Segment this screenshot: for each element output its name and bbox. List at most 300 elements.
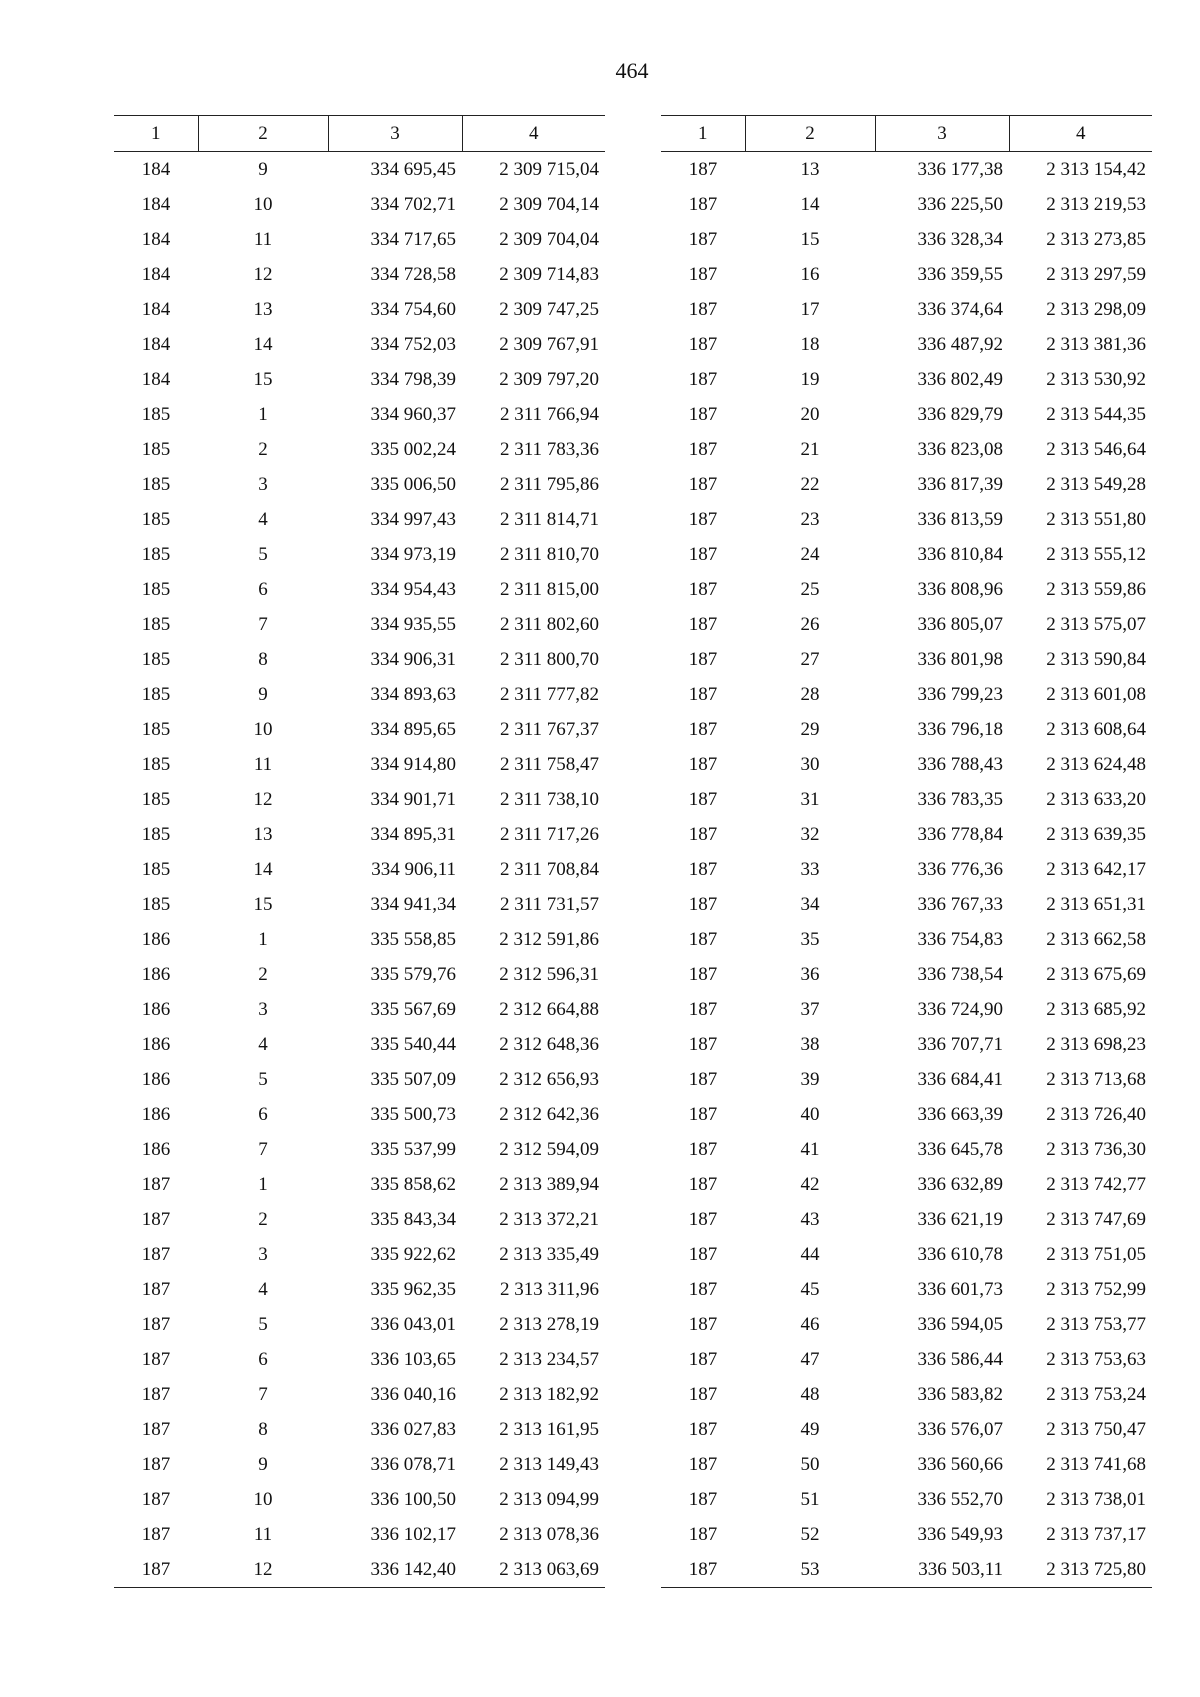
table-row — [114, 1062, 605, 1097]
point-number-cell: 13 — [253, 298, 273, 320]
plot-number-cell: 186 — [141, 1068, 171, 1090]
x-coordinate-cell: 334 901,71 — [370, 788, 456, 810]
plot-number-cell: 186 — [141, 998, 171, 1020]
y-coordinate-cell: 2 309 704,04 — [499, 228, 599, 250]
y-coordinate-cell: 2 313 753,24 — [1046, 1383, 1146, 1405]
table-row — [114, 887, 605, 922]
x-coordinate-cell: 336 754,83 — [917, 928, 1003, 950]
x-coordinate-cell: 336 027,83 — [370, 1418, 456, 1440]
table-body — [114, 152, 605, 1588]
table-row — [661, 572, 1152, 607]
y-coordinate-cell: 2 313 737,17 — [1046, 1523, 1146, 1545]
table-row — [661, 607, 1152, 642]
plot-number-cell: 187 — [141, 1523, 171, 1545]
plot-number-cell: 187 — [688, 1313, 718, 1335]
x-coordinate-cell: 336 177,38 — [917, 158, 1003, 180]
point-number-cell: 27 — [800, 648, 820, 670]
y-coordinate-cell: 2 311 717,26 — [499, 823, 599, 845]
point-number-cell: 45 — [800, 1278, 820, 1300]
y-coordinate-cell: 2 313 551,80 — [1046, 508, 1146, 530]
x-coordinate-cell: 334 954,43 — [370, 578, 456, 600]
x-coordinate-cell: 336 707,71 — [917, 1033, 1003, 1055]
table-row — [114, 1482, 605, 1517]
point-number-cell: 2 — [258, 438, 268, 460]
plot-number-cell: 187 — [141, 1348, 171, 1370]
x-coordinate-cell: 334 702,71 — [370, 193, 456, 215]
column-header: 2 — [198, 116, 328, 152]
y-coordinate-cell: 2 311 814,71 — [499, 508, 599, 530]
x-coordinate-cell: 336 560,66 — [917, 1453, 1003, 1475]
point-number-cell: 10 — [253, 193, 273, 215]
plot-number-cell: 185 — [141, 403, 171, 425]
table-row — [661, 502, 1152, 537]
plot-number-cell: 187 — [688, 1418, 718, 1440]
x-coordinate-cell: 334 906,11 — [371, 858, 456, 880]
column-header: 2 — [745, 116, 875, 152]
plot-number-cell: 187 — [688, 228, 718, 250]
y-coordinate-cell: 2 313 154,42 — [1046, 158, 1146, 180]
point-number-cell: 26 — [800, 613, 820, 635]
table-row — [114, 1517, 605, 1552]
point-number-cell: 4 — [258, 1278, 268, 1300]
plot-number-cell: 185 — [141, 823, 171, 845]
y-coordinate-cell: 2 313 713,68 — [1046, 1068, 1146, 1090]
x-coordinate-cell: 336 813,59 — [917, 508, 1003, 530]
plot-number-cell: 187 — [688, 333, 718, 355]
plot-number-cell: 184 — [141, 298, 171, 320]
y-coordinate-cell: 2 311 777,82 — [499, 683, 599, 705]
y-coordinate-cell: 2 313 685,92 — [1046, 998, 1146, 1020]
plot-number-cell: 185 — [141, 473, 171, 495]
plot-number-cell: 186 — [141, 1103, 171, 1125]
table-row — [661, 747, 1152, 782]
plot-number-cell: 187 — [141, 1243, 171, 1265]
table-row — [114, 152, 605, 188]
plot-number-cell: 185 — [141, 578, 171, 600]
y-coordinate-cell: 2 309 747,25 — [499, 298, 599, 320]
table-row — [114, 467, 605, 502]
table-row — [114, 257, 605, 292]
table-row — [661, 292, 1152, 327]
y-coordinate-cell: 2 312 664,88 — [499, 998, 599, 1020]
plot-number-cell: 187 — [688, 1523, 718, 1545]
y-coordinate-cell: 2 313 751,05 — [1046, 1243, 1146, 1265]
point-number-cell: 4 — [258, 508, 268, 530]
plot-number-cell: 187 — [688, 1208, 718, 1230]
plot-number-cell: 187 — [688, 1383, 718, 1405]
point-number-cell: 8 — [258, 1418, 268, 1440]
x-coordinate-cell: 336 724,90 — [917, 998, 1003, 1020]
y-coordinate-cell: 2 313 219,53 — [1046, 193, 1146, 215]
table-row — [661, 1097, 1152, 1132]
point-number-cell: 15 — [800, 228, 820, 250]
point-number-cell: 30 — [800, 753, 820, 775]
y-coordinate-cell: 2 309 797,20 — [499, 368, 599, 390]
table-row — [661, 1237, 1152, 1272]
column-header: 1 — [661, 116, 745, 152]
y-coordinate-cell: 2 312 591,86 — [499, 928, 599, 950]
point-number-cell: 17 — [800, 298, 820, 320]
plot-number-cell: 187 — [141, 1313, 171, 1335]
table-row — [114, 397, 605, 432]
point-number-cell: 6 — [258, 578, 268, 600]
table-row — [661, 1027, 1152, 1062]
point-number-cell: 3 — [258, 473, 268, 495]
plot-number-cell: 187 — [688, 263, 718, 285]
x-coordinate-cell: 336 796,18 — [917, 718, 1003, 740]
x-coordinate-cell: 336 359,55 — [917, 263, 1003, 285]
point-number-cell: 39 — [800, 1068, 820, 1090]
plot-number-cell: 187 — [688, 613, 718, 635]
x-coordinate-cell: 336 829,79 — [917, 403, 1003, 425]
point-number-cell: 13 — [800, 158, 820, 180]
plot-number-cell: 187 — [688, 1103, 718, 1125]
plot-number-cell: 187 — [688, 193, 718, 215]
plot-number-cell: 187 — [688, 788, 718, 810]
table-row — [114, 782, 605, 817]
y-coordinate-cell: 2 313 372,21 — [499, 1208, 599, 1230]
x-coordinate-cell: 336 552,70 — [917, 1488, 1003, 1510]
table-row — [114, 432, 605, 467]
table-row — [114, 922, 605, 957]
table-row — [114, 677, 605, 712]
point-number-cell: 51 — [800, 1488, 820, 1510]
point-number-cell: 3 — [258, 1243, 268, 1265]
y-coordinate-cell: 2 311 758,47 — [499, 753, 599, 775]
plot-number-cell: 184 — [141, 368, 171, 390]
x-coordinate-cell: 334 893,63 — [370, 683, 456, 705]
plot-number-cell: 186 — [141, 963, 171, 985]
x-coordinate-cell: 336 043,01 — [370, 1313, 456, 1335]
y-coordinate-cell: 2 313 530,92 — [1046, 368, 1146, 390]
point-number-cell: 20 — [800, 403, 820, 425]
x-coordinate-cell: 335 540,44 — [370, 1033, 456, 1055]
x-coordinate-cell: 336 594,05 — [917, 1313, 1003, 1335]
header-row — [661, 116, 1152, 152]
table-row — [661, 187, 1152, 222]
y-coordinate-cell: 2 313 559,86 — [1046, 578, 1146, 600]
y-coordinate-cell: 2 311 766,94 — [499, 403, 599, 425]
point-number-cell: 24 — [800, 543, 820, 565]
table-row — [661, 957, 1152, 992]
plot-number-cell: 187 — [688, 928, 718, 950]
table-row — [661, 1552, 1152, 1588]
point-number-cell: 48 — [800, 1383, 820, 1405]
x-coordinate-cell: 334 973,19 — [370, 543, 456, 565]
point-number-cell: 5 — [258, 1313, 268, 1335]
plot-number-cell: 187 — [688, 368, 718, 390]
x-coordinate-cell: 335 922,62 — [370, 1243, 456, 1265]
y-coordinate-cell: 2 313 742,77 — [1046, 1173, 1146, 1195]
point-number-cell: 7 — [258, 1383, 268, 1405]
x-coordinate-cell: 334 914,80 — [370, 753, 456, 775]
point-number-cell: 41 — [800, 1138, 820, 1160]
x-coordinate-cell: 334 895,65 — [370, 718, 456, 740]
plot-number-cell: 185 — [141, 508, 171, 530]
plot-number-cell: 187 — [688, 438, 718, 460]
plot-number-cell: 185 — [141, 893, 171, 915]
plot-number-cell: 187 — [688, 1138, 718, 1160]
x-coordinate-cell: 336 684,41 — [917, 1068, 1003, 1090]
point-number-cell: 4 — [258, 1033, 268, 1055]
table-row — [661, 1202, 1152, 1237]
point-number-cell: 7 — [258, 613, 268, 635]
column-header: 3 — [875, 116, 1009, 152]
x-coordinate-cell: 335 579,76 — [370, 963, 456, 985]
x-coordinate-cell: 334 717,65 — [370, 228, 456, 250]
plot-number-cell: 187 — [688, 1453, 718, 1475]
table-row — [114, 1027, 605, 1062]
point-number-cell: 47 — [800, 1348, 820, 1370]
x-coordinate-cell: 334 895,31 — [370, 823, 456, 845]
point-number-cell: 2 — [258, 1208, 268, 1230]
x-coordinate-cell: 335 537,99 — [370, 1138, 456, 1160]
x-coordinate-cell: 336 801,98 — [917, 648, 1003, 670]
plot-number-cell: 185 — [141, 683, 171, 705]
y-coordinate-cell: 2 313 311,96 — [499, 1278, 599, 1300]
table-row — [114, 502, 605, 537]
plot-number-cell: 187 — [688, 893, 718, 915]
y-coordinate-cell: 2 312 596,31 — [499, 963, 599, 985]
plot-number-cell: 184 — [141, 228, 171, 250]
y-coordinate-cell: 2 313 633,20 — [1046, 788, 1146, 810]
point-number-cell: 52 — [800, 1523, 820, 1545]
x-coordinate-cell: 335 558,85 — [370, 928, 456, 950]
plot-number-cell: 187 — [688, 403, 718, 425]
point-number-cell: 32 — [800, 823, 820, 845]
column-header: 4 — [462, 116, 605, 152]
y-coordinate-cell: 2 312 594,09 — [499, 1138, 599, 1160]
x-coordinate-cell: 335 002,24 — [370, 438, 456, 460]
plot-number-cell: 187 — [688, 963, 718, 985]
x-coordinate-cell: 336 328,34 — [917, 228, 1003, 250]
x-coordinate-cell: 336 549,93 — [917, 1523, 1003, 1545]
y-coordinate-cell: 2 313 752,99 — [1046, 1278, 1146, 1300]
x-coordinate-cell: 334 935,55 — [370, 613, 456, 635]
y-coordinate-cell: 2 313 094,99 — [499, 1488, 599, 1510]
table-row — [114, 292, 605, 327]
plot-number-cell: 185 — [141, 718, 171, 740]
x-coordinate-cell: 336 576,07 — [917, 1418, 1003, 1440]
table-row — [661, 537, 1152, 572]
point-number-cell: 38 — [800, 1033, 820, 1055]
plot-number-cell: 187 — [688, 1243, 718, 1265]
table-row — [661, 992, 1152, 1027]
table-row — [661, 1377, 1152, 1412]
y-coordinate-cell: 2 313 078,36 — [499, 1523, 599, 1545]
table-row — [114, 852, 605, 887]
x-coordinate-cell: 336 487,92 — [917, 333, 1003, 355]
plot-number-cell: 187 — [688, 1068, 718, 1090]
point-number-cell: 1 — [258, 403, 268, 425]
x-coordinate-cell: 336 663,39 — [917, 1103, 1003, 1125]
plot-number-cell: 187 — [688, 718, 718, 740]
table-row — [661, 1342, 1152, 1377]
point-number-cell: 6 — [258, 1103, 268, 1125]
x-coordinate-cell: 336 799,23 — [917, 683, 1003, 705]
y-coordinate-cell: 2 311 783,36 — [499, 438, 599, 460]
point-number-cell: 12 — [198, 1552, 328, 1588]
point-number-cell: 12 — [253, 788, 273, 810]
y-coordinate-cell: 2 313 335,49 — [499, 1243, 599, 1265]
plot-number-cell: 187 — [688, 683, 718, 705]
table-row — [661, 677, 1152, 712]
point-number-cell: 15 — [253, 368, 273, 390]
point-number-cell: 16 — [800, 263, 820, 285]
y-coordinate-cell: 2 313 575,07 — [1046, 613, 1146, 635]
table-row — [661, 852, 1152, 887]
y-coordinate-cell: 2 313 161,95 — [499, 1418, 599, 1440]
plot-number-cell: 186 — [141, 1033, 171, 1055]
column-header: 3 — [328, 116, 462, 152]
plot-number-cell: 187 — [141, 1208, 171, 1230]
table-row — [661, 817, 1152, 852]
point-number-cell: 9 — [258, 683, 268, 705]
y-coordinate-cell: 2 309 704,14 — [499, 193, 599, 215]
point-number-cell: 53 — [745, 1552, 875, 1588]
plot-number-cell: 184 — [141, 263, 171, 285]
point-number-cell: 44 — [800, 1243, 820, 1265]
table-row — [661, 712, 1152, 747]
point-number-cell: 40 — [800, 1103, 820, 1125]
table-row — [114, 1342, 605, 1377]
plot-number-cell: 187 — [688, 158, 718, 180]
plot-number-cell: 187 — [688, 508, 718, 530]
plot-number-cell: 187 — [688, 823, 718, 845]
x-coordinate-cell: 336 783,35 — [917, 788, 1003, 810]
point-number-cell: 14 — [253, 858, 273, 880]
plot-number-cell: 185 — [141, 858, 171, 880]
x-coordinate-cell: 335 843,34 — [370, 1208, 456, 1230]
point-number-cell: 6 — [258, 1348, 268, 1370]
plot-number-cell: 186 — [141, 928, 171, 950]
point-number-cell: 13 — [253, 823, 273, 845]
point-number-cell: 5 — [258, 543, 268, 565]
table-row — [661, 1482, 1152, 1517]
point-number-cell: 14 — [800, 193, 820, 215]
y-coordinate-cell: 2 313 624,48 — [1046, 753, 1146, 775]
point-number-cell: 3 — [258, 998, 268, 1020]
point-number-cell: 31 — [800, 788, 820, 810]
table-row — [661, 327, 1152, 362]
y-coordinate-cell: 2 313 675,69 — [1046, 963, 1146, 985]
point-number-cell: 10 — [253, 1488, 273, 1510]
point-number-cell: 14 — [253, 333, 273, 355]
plot-number-cell: 187 — [688, 1278, 718, 1300]
point-number-cell: 22 — [800, 473, 820, 495]
y-coordinate-cell: 2 311 810,70 — [499, 543, 599, 565]
plot-number-cell: 185 — [141, 788, 171, 810]
x-coordinate-cell: 336 225,50 — [917, 193, 1003, 215]
y-coordinate-cell: 2 311 795,86 — [499, 473, 599, 495]
point-number-cell: 33 — [800, 858, 820, 880]
y-coordinate-cell: 2 313 234,57 — [499, 1348, 599, 1370]
x-coordinate-cell: 336 810,84 — [917, 543, 1003, 565]
table-row — [114, 572, 605, 607]
x-coordinate-cell: 336 776,36 — [917, 858, 1003, 880]
y-coordinate-cell: 2 313 662,58 — [1046, 928, 1146, 950]
y-coordinate-cell: 2 311 738,10 — [499, 788, 599, 810]
y-coordinate-cell: 2 313 747,69 — [1046, 1208, 1146, 1230]
table-row — [114, 1552, 605, 1588]
x-coordinate-cell: 336 503,11 — [875, 1552, 1009, 1588]
column-header: 4 — [1009, 116, 1152, 152]
y-coordinate-cell: 2 309 715,04 — [499, 158, 599, 180]
plot-number-cell: 187 — [688, 648, 718, 670]
x-coordinate-cell: 336 583,82 — [917, 1383, 1003, 1405]
y-coordinate-cell: 2 313 149,43 — [499, 1453, 599, 1475]
y-coordinate-cell: 2 312 642,36 — [499, 1103, 599, 1125]
table-row — [114, 642, 605, 677]
x-coordinate-cell: 334 960,37 — [370, 403, 456, 425]
y-coordinate-cell: 2 313 753,63 — [1046, 1348, 1146, 1370]
y-coordinate-cell: 2 313 549,28 — [1046, 473, 1146, 495]
plot-number-cell: 187 — [688, 1033, 718, 1055]
y-coordinate-cell: 2 312 656,93 — [499, 1068, 599, 1090]
table-row — [661, 1412, 1152, 1447]
plot-number-cell: 187 — [141, 1173, 171, 1195]
table-row — [661, 432, 1152, 467]
point-number-cell: 12 — [253, 263, 273, 285]
y-coordinate-cell: 2 313 298,09 — [1046, 298, 1146, 320]
x-coordinate-cell: 335 500,73 — [370, 1103, 456, 1125]
point-number-cell: 10 — [253, 718, 273, 740]
x-coordinate-cell: 336 823,08 — [917, 438, 1003, 460]
table-row — [114, 1307, 605, 1342]
y-coordinate-cell: 2 309 767,91 — [499, 333, 599, 355]
table-row — [661, 1167, 1152, 1202]
x-coordinate-cell: 334 728,58 — [370, 263, 456, 285]
plot-number-cell: 187 — [688, 998, 718, 1020]
plot-number-cell: 187 — [661, 1552, 745, 1588]
y-coordinate-cell: 2 313 297,59 — [1046, 263, 1146, 285]
y-coordinate-cell: 2 309 714,83 — [499, 263, 599, 285]
table-row — [661, 152, 1152, 188]
coordinates-table-left — [114, 115, 605, 1588]
plot-number-cell: 186 — [141, 1138, 171, 1160]
x-coordinate-cell: 334 754,60 — [370, 298, 456, 320]
point-number-cell: 15 — [253, 893, 273, 915]
table-row — [114, 712, 605, 747]
y-coordinate-cell: 2 313 182,92 — [499, 1383, 599, 1405]
plot-number-cell: 185 — [141, 613, 171, 635]
x-coordinate-cell: 336 142,40 — [328, 1552, 462, 1588]
point-number-cell: 11 — [253, 1523, 273, 1545]
plot-number-cell: 187 — [688, 543, 718, 565]
point-number-cell: 5 — [258, 1068, 268, 1090]
x-coordinate-cell: 334 906,31 — [370, 648, 456, 670]
x-coordinate-cell: 335 006,50 — [370, 473, 456, 495]
plot-number-cell: 185 — [141, 648, 171, 670]
point-number-cell: 37 — [800, 998, 820, 1020]
x-coordinate-cell: 336 788,43 — [917, 753, 1003, 775]
x-coordinate-cell: 335 507,09 — [370, 1068, 456, 1090]
point-number-cell: 25 — [800, 578, 820, 600]
x-coordinate-cell: 336 100,50 — [370, 1488, 456, 1510]
table-row — [661, 362, 1152, 397]
y-coordinate-cell: 2 313 389,94 — [499, 1173, 599, 1195]
table-row — [661, 1132, 1152, 1167]
plot-number-cell: 185 — [141, 438, 171, 460]
table-row — [114, 222, 605, 257]
x-coordinate-cell: 334 798,39 — [370, 368, 456, 390]
y-coordinate-cell: 2 311 802,60 — [499, 613, 599, 635]
table-row — [661, 397, 1152, 432]
point-number-cell: 11 — [253, 228, 273, 250]
point-number-cell: 2 — [258, 963, 268, 985]
y-coordinate-cell: 2 313 546,64 — [1046, 438, 1146, 460]
table-row — [661, 782, 1152, 817]
